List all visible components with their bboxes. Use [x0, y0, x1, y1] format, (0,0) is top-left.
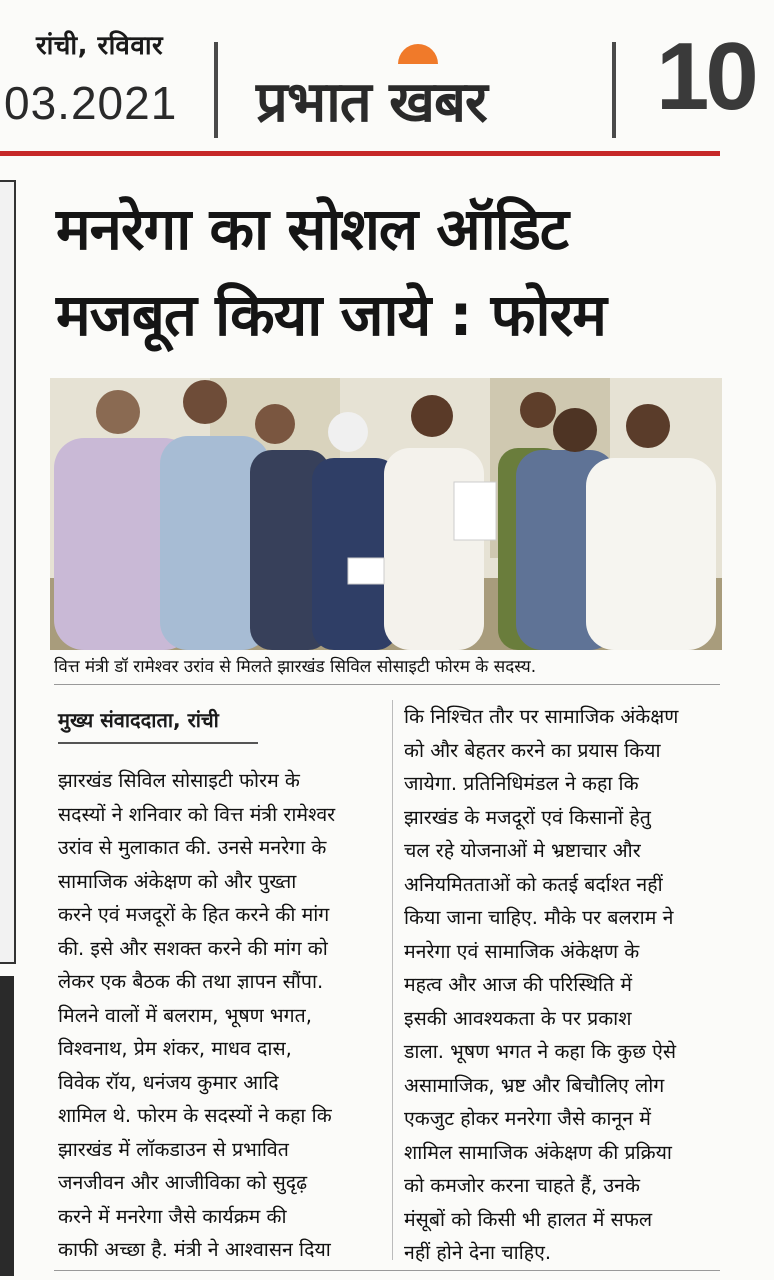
byline-rule [58, 742, 258, 744]
city-day: रांची, रविवार [36, 31, 164, 61]
article-line: विश्वनाथ, प्रेम शंकर, माधव दास, [58, 1037, 292, 1060]
article-line: जायेगा. प्रतिनिधिमंडल ने कहा कि [404, 772, 639, 795]
article-line: इसकी आवश्यकता के पर प्रकाश [404, 1006, 632, 1030]
article-line: की. इसे और सशक्त करने की मांग को [58, 936, 328, 960]
photo-caption: वित्त मंत्री डॉ रामेश्वर उरांव से मिलते झारखंड सिविल सोसाइटी फोरम के सदस्य. [54, 657, 537, 677]
article-line: झारखंड सिविल सोसाइटी फोरम के [58, 769, 300, 792]
article-line: लेकर एक बैठक की तथा ज्ञापन सौंपा. [58, 970, 324, 993]
masthead [0, 0, 774, 150]
article-line: काफी अच्छा है. मंत्री ने आश्वासन दिया [58, 1238, 331, 1261]
article-column-2 [404, 700, 724, 1270]
adjacent-column [0, 180, 16, 964]
article-line: महत्व और आज की परिस्थिति में [404, 973, 633, 996]
column-separator [392, 700, 393, 1260]
headline [56, 186, 736, 358]
article-line: चल रहे योजनाओं मे भ्रष्टाचार और [404, 839, 641, 862]
article-line: डाला. भूषण भगत ने कहा कि कुछ ऐसे [404, 1040, 677, 1063]
article-line: किया जाना चाहिए. मौके पर बलराम ने [404, 906, 674, 929]
article-line: जनजीवन और आजीविका को सुदृढ़ [58, 1171, 308, 1194]
page-number: 10 [656, 23, 755, 130]
headline-line: मजबूत किया जाये : फोरम [56, 281, 606, 349]
divider [612, 42, 616, 138]
byline: मुख्य संवाददाता, रांची [58, 708, 219, 732]
article-line: मनरेगा एवं सामाजिक अंकेक्षण के [404, 939, 640, 963]
article-line: करने एवं मजदूरों के हित करने की मांग [58, 903, 330, 926]
article-line: एकजुट होकर मनरेगा जैसे कानून में [404, 1107, 651, 1130]
issue-date: 03.2021 [4, 77, 178, 129]
article-line: मिलने वालों में बलराम, भूषण भगत, [58, 1003, 312, 1027]
article-line: झारखंड में लॉकडाउन से प्रभावित [58, 1137, 289, 1161]
article-line: को और बेहतर करने का प्रयास किया [404, 738, 661, 762]
article-line: को कमजोर करना चाहते हैं, उनके [404, 1174, 640, 1197]
newspaper-logo: प्रभात खबर [256, 70, 487, 135]
article-line: सदस्यों ने शनिवार को वित्त मंत्री रामेश्वर [58, 802, 336, 826]
article-line: झारखंड के मजदूरों एवं किसानों हेतु [404, 805, 651, 829]
article-line: शामिल थे. फोरम के सदस्यों ने कहा कि [58, 1104, 332, 1127]
article-line: कि निश्चित तौर पर सामाजिक अंकेक्षण [404, 705, 679, 728]
article-line: करने में मनरेगा जैसे कार्यक्रम की [58, 1204, 287, 1228]
masthead-rule [0, 151, 720, 156]
news-photo [50, 378, 722, 650]
article-line: मंसूबों को किसी भी हालत में सफल [404, 1207, 653, 1231]
article-line: सामाजिक अंकेक्षण को और पुख्ता [58, 869, 297, 893]
headline-line: मनरेगा का सोशल ऑडिट [56, 195, 569, 263]
group-photo [50, 378, 722, 650]
article-line: अनियमितताओं को कतई बर्दाश्त नहीं [404, 872, 663, 896]
article-column-1 [58, 764, 388, 1267]
caption-rule [54, 684, 720, 685]
article-line: नहीं होने देना चाहिए. [404, 1241, 552, 1264]
logo-sun-icon [398, 44, 438, 64]
bottom-rule [54, 1270, 720, 1271]
divider [214, 42, 218, 138]
article-line: शामिल सामाजिक अंकेक्षण की प्रक्रिया [404, 1140, 672, 1164]
article-line: उरांव से मुलाकात की. उनसे मनरेगा के [58, 836, 327, 859]
article-line: विवेक रॉय, धनंजय कुमार आदि [58, 1070, 279, 1094]
article-line: असामाजिक, भ्रष्ट और बिचौलिए लोग [404, 1073, 665, 1097]
adjacent-column [0, 976, 14, 1276]
